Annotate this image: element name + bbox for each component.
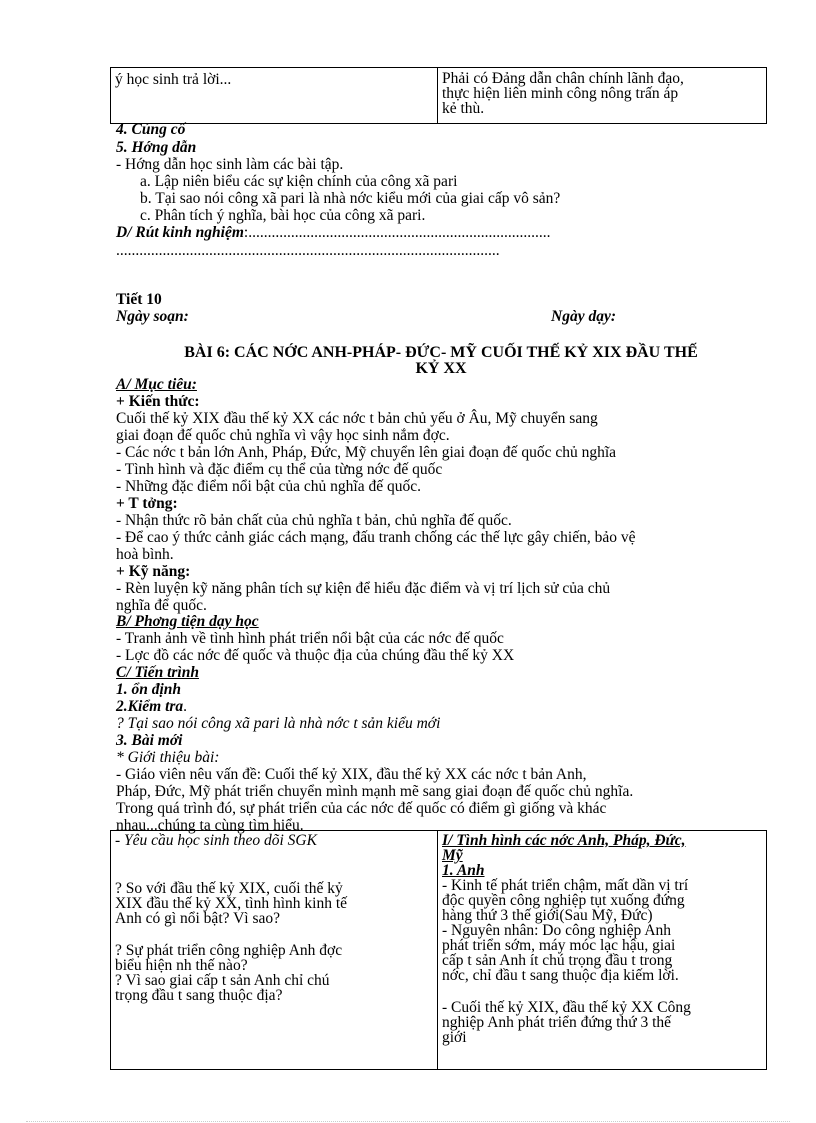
left-intro: - Yêu cầu học sinh theo dõi SGK	[115, 832, 317, 849]
intro-line: - Giáo viên nêu vấn đề: Cuối thế kỷ XIX, đầu thế kỷ XX các nớc t bản Anh,	[116, 766, 587, 783]
kt-line: - Các nớc t bản lớn Anh, Pháp, Đức, Mỹ chuyển lên giai đoạn đế quốc chủ nghĩa	[116, 444, 617, 461]
tien-trinh-heading: C/ Tiến trình	[116, 664, 199, 681]
task-item: a. Lập niên biểu các sự kiện chính của công xã pari	[140, 173, 458, 190]
left-q3-line: ? Vì sao giai cấp t sản Anh chỉ chú	[115, 972, 330, 989]
check-question: ? Tại sao nói công xã pari là nhà nớc t sản kiểu mới	[116, 715, 441, 732]
intro-line: Trong quá trình đó, sự phát triển của các nớc đế quốc có điểm gì giống và khác	[116, 800, 607, 817]
intro-line: nhau...chúng ta cùng tìm hiểu.	[116, 817, 304, 834]
kt-line: - Tình hình và đặc điểm cụ thể của từng nớc đế quốc	[116, 461, 443, 478]
left-q1-line: XIX đầu thế kỷ XX, tình hình kinh tế	[115, 895, 348, 912]
gioi-thieu: * Giới thiệu bài:	[116, 749, 220, 766]
kiem-tra	[116, 699, 187, 715]
main-table-left-cell	[111, 831, 438, 1070]
task-item: b. Tại sao nói công xã pari là nhà nớc kiểu mới của giai cấp vô sản?	[140, 190, 561, 207]
section-cung-co: 4. Củng cố	[116, 121, 186, 138]
left-q2-line: biểu hiện nh thế nào?	[115, 957, 248, 974]
muc-tieu: A/ Mục tiêu:	[116, 376, 197, 393]
right-p3-line: giới	[442, 1029, 467, 1046]
left-question-2	[115, 943, 433, 973]
pt-line: - Lợc đồ các nớc đế quốc và thuộc địa của chúng đầu thế kỷ XX	[116, 647, 515, 664]
right-p1-line: hàng thứ 3 thế giới(Sau Mỹ, Đức)	[442, 907, 653, 924]
rut-kinh-nghiem	[116, 225, 550, 241]
kn-line: - Rèn luyện kỹ năng phân tích sự kiện để hiểu đặc điểm và vị trí lịch sử của chủ	[116, 580, 611, 597]
tu-tuong-heading: + T tởng:	[116, 495, 178, 512]
right-p2-line: cấp t sản Anh ít chú trọng đầu t trong	[442, 952, 673, 969]
top-table-right-cell	[438, 68, 767, 124]
kiem-tra-label: 2.Kiểm tra	[116, 698, 184, 715]
task-item: c. Phân tích ý nghĩa, bài học của công xã pari.	[140, 207, 426, 224]
on-dinh: 1. ổn định	[116, 681, 182, 698]
kt-line: giai đoạn đế quốc chủ nghĩa vì vậy học sinh nắm đợc.	[116, 427, 450, 444]
right-p3-line: nghiệp Anh phát triển đứng thứ 3 thế	[442, 1014, 672, 1031]
phuong-tien-heading: B/ Phơng tiện dạy học	[116, 613, 259, 630]
right-p2-line: - Nguyên nhân: Do công nghiệp Anh	[442, 922, 672, 939]
right-heading: Mỹ	[442, 847, 463, 864]
right-p1-line: độc quyền công nghiệp tụt xuống đứng	[442, 892, 685, 909]
guide-line: - Hớng dẫn học sinh làm các bài tập.	[116, 156, 344, 173]
top-left-text: ý học sinh trả lời...	[115, 71, 232, 88]
rut-label: D/ Rút kinh nghiệm	[116, 224, 244, 241]
tt-line: hoà bình.	[116, 546, 174, 563]
right-p2-line: nớc, chỉ đầu t sang thuộc địa kiếm lời.	[442, 967, 679, 984]
right-subheading: 1. Anh	[442, 862, 485, 879]
left-q1-line: ? So với đầu thế kỷ XIX, cuối thế kỷ	[115, 880, 343, 897]
left-q2-line: ? Sự phát triển công nghiệp Anh đợc	[115, 942, 343, 959]
tt-line: - Nhận thức rõ bản chất của chủ nghĩa t bản, chủ nghĩa đế quốc.	[116, 512, 512, 529]
tt-line: - Để cao ý thức cảnh giác cách mạng, đấu tranh chống các thế lực gây chiến, bảo vệ	[116, 529, 636, 546]
left-question-1	[115, 881, 433, 926]
ky-nang-heading: + Kỹ năng:	[116, 563, 191, 580]
top-table-left-cell	[111, 68, 438, 124]
kt-line: Cuối thế kỷ XIX đầu thế kỷ XX các nớc t bản chủ yếu ở Âu, Mỹ chuyển sang	[116, 410, 598, 427]
kien-thuc-heading: + Kiến thức:	[116, 393, 200, 410]
dots-line: ...................................................................................................	[116, 242, 500, 259]
main-table-right-cell	[438, 831, 767, 1070]
right-p2-line: phát triển sớm, máy móc lạc hậu, giai	[442, 937, 676, 954]
main-table	[110, 830, 767, 1070]
pt-line: - Tranh ảnh về tình hình phát triển nổi bật của các nớc đế quốc	[116, 630, 504, 647]
rut-dots: :..............................................................................	[243, 224, 551, 241]
intro-line: Pháp, Đức, Mỹ phát triển chuyển mình mạnh mẽ sang giai đoạn đế quốc chủ nghĩa.	[116, 783, 634, 800]
bai-moi: 3. Bài mới	[116, 732, 183, 749]
ngay-day: Ngày dạy:	[551, 308, 616, 325]
left-question-3	[115, 973, 433, 1003]
lesson-title	[116, 345, 766, 377]
page-edge-divider	[26, 1121, 790, 1122]
lesson-title-line: KỶ XX	[415, 360, 467, 377]
right-p1-line: - Kinh tế phát triển chậm, mất dần vị trí	[442, 877, 689, 894]
top-right-line: kẻ thù.	[442, 100, 485, 117]
top-right-line: thực hiện liên minh công nông trấn áp	[442, 85, 679, 102]
left-q3-line: trọng đầu t sang thuộc địa?	[115, 987, 283, 1004]
right-p3-line: - Cuối thế kỷ XIX, đầu thế kỷ XX Công	[442, 999, 691, 1016]
ngay-soan: Ngày soạn:	[116, 308, 189, 325]
kt-line: - Những đặc điểm nổi bật của chủ nghĩa đế quốc.	[116, 478, 421, 495]
kn-line: nghĩa để quốc.	[116, 597, 207, 614]
top-right-line: Phải có Đảng dẫn chân chính lãnh đạo,	[442, 70, 684, 87]
left-q1-line: Anh có gì nổi bật? Vì sao?	[115, 910, 281, 927]
right-heading: I/ Tình hình các nớc Anh, Pháp, Đức,	[442, 832, 686, 849]
kiem-tra-dot: .	[183, 698, 188, 715]
lesson-number: Tiết 10	[116, 291, 162, 308]
top-table	[110, 67, 767, 124]
section-huong-dan: 5. Hớng dẫn	[116, 139, 197, 156]
lesson-title-line: BÀI 6: CÁC NỚC ANH-PHÁP- ĐỨC- MỸ CUỐI THẾ KỶ XIX ĐẦU THẾ	[184, 344, 698, 361]
